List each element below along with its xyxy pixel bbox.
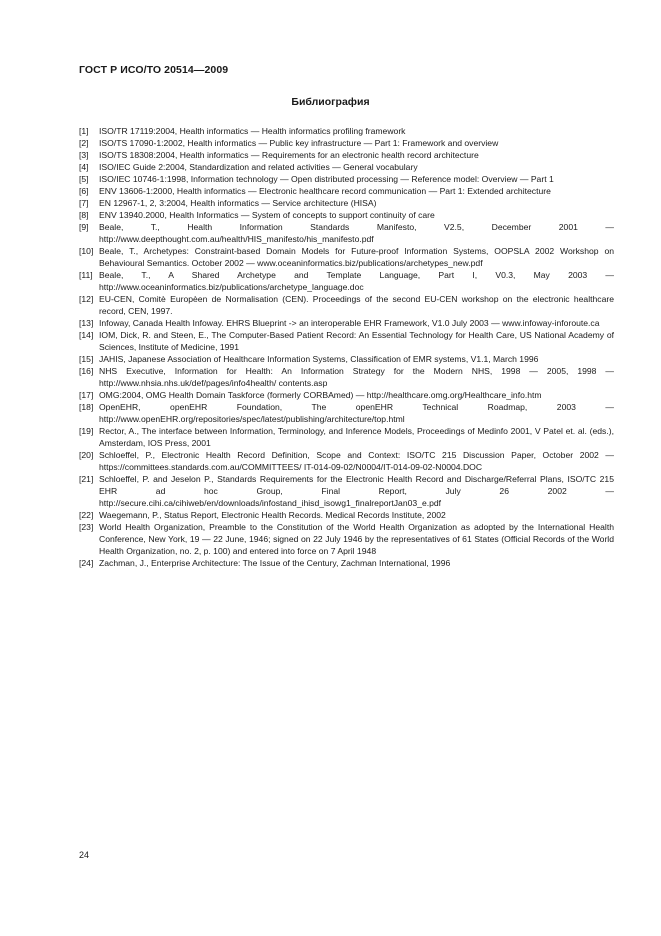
- reference-number: [1]: [79, 126, 89, 136]
- reference-entry: [79, 521, 614, 557]
- reference-entry: [79, 137, 614, 149]
- reference-text: ISO/TS 17090-1:2002, Health informatics — Public key infrastructure — Part 1: Framework and overview: [99, 138, 499, 148]
- reference-text: Rector, A., The interface between Information, Terminology, and Inference Models, Proceedings of Medinfo 2001, V Patel et. al. (eds.), Amsterdam, IOS Press, 2001: [99, 426, 614, 448]
- reference-number: [18]: [79, 402, 94, 412]
- reference-entry: [79, 557, 614, 569]
- reference-number: [17]: [79, 390, 94, 400]
- reference-text: ISO/IEC Guide 2:2004, Standardization and related activities — General vocabulary: [99, 162, 418, 172]
- reference-entry: [79, 317, 614, 329]
- reference-number: [22]: [79, 510, 94, 520]
- reference-number: [23]: [79, 522, 94, 532]
- reference-text: Waegemann, P., Status Report, Electronic Health Records. Medical Records Institute, 2002: [99, 510, 446, 520]
- reference-text: Schloeffel, P., Electronic Health Record Definition, Scope and Context: ISO/TC 215 Discussion Paper, October 2002 — https://committees.standards.com.au/COMMITTEES/ IT-014-09-02/N0004/IT-014-09-02-N0004.DOC: [99, 450, 614, 472]
- reference-entry: [79, 473, 614, 509]
- reference-entry: [79, 197, 614, 209]
- reference-text: Beale, T., A Shared Archetype and Template Language, Part I, V0.3, May 2003 — http://www.oceaninformatics.biz/publications/archetype_language.doc: [99, 270, 614, 292]
- reference-text: Schloeffel, P. and Jeselon P., Standards Requirements for the Electronic Health Record and Discharge/Referral Plans, ISO/TC 215 EHR ad hoc Group, Final Report, July 26 2002 — http://secure.cihi.ca/cihiweb/en/downloads/infostand_ihisd_isowg1_finalreportJan03_e.pdf: [99, 474, 614, 508]
- reference-entry: [79, 401, 614, 425]
- reference-text: NHS Executive, Information for Health: An Information Strategy for the Modern NHS, 1998 — 2005, 1998 — http://www.nhsia.nhs.uk/def/pages/info4health/ contents.asp: [99, 366, 614, 388]
- reference-text: World Health Organization, Preamble to the Constitution of the World Health Organization as adopted by the International Health Conference, New York, 19 — 22 June, 1946; signed on 22 July 1946 by the representatives of 61 States (Official Records of the World Health Organization, no. 2, p. 100) and entered into force on 7 April 1948: [99, 522, 614, 556]
- reference-text: OMG:2004, OMG Health Domain Taskforce (formerly CORBAmed) — http://healthcare.omg.org/Healthcare_info.htm: [99, 390, 542, 400]
- reference-text: EU-CEN, Comitè Europèen de Normalisation (CEN). Proceedings of the second EU-CEN workshop on the electronic healthcare record, CEN, 1997.: [99, 294, 614, 316]
- reference-number: [5]: [79, 174, 89, 184]
- reference-entry: [79, 293, 614, 317]
- reference-number: [7]: [79, 198, 89, 208]
- reference-number: [4]: [79, 162, 89, 172]
- reference-number: [13]: [79, 318, 94, 328]
- reference-text: ENV 13606-1:2000, Health informatics — Electronic healthcare record communication — Part 1: Extended architecture: [99, 186, 551, 196]
- reference-entry: [79, 269, 614, 293]
- reference-number: [15]: [79, 354, 94, 364]
- reference-entry: [79, 221, 614, 245]
- reference-number: [10]: [79, 246, 94, 256]
- reference-entry: [79, 245, 614, 269]
- reference-text: EN 12967-1, 2, 3:2004, Health informatics — Service architecture (HISA): [99, 198, 377, 208]
- reference-number: [11]: [79, 270, 93, 280]
- reference-entry: [79, 185, 614, 197]
- reference-entry: [79, 149, 614, 161]
- reference-entry: [79, 161, 614, 173]
- document-code-header: ГОСТ Р ИСО/ТО 20514—2009: [79, 64, 229, 76]
- reference-text: ISO/TR 17119:2004, Health informatics — Health informatics profiling framework: [99, 126, 406, 136]
- reference-number: [20]: [79, 450, 94, 460]
- reference-entry: [79, 125, 614, 137]
- reference-number: [16]: [79, 366, 94, 376]
- reference-number: [12]: [79, 294, 94, 304]
- reference-number: [9]: [79, 222, 89, 232]
- reference-number: [21]: [79, 474, 94, 484]
- reference-number: [3]: [79, 150, 89, 160]
- reference-text: Zachman, J., Enterprise Architecture: The Issue of the Century, Zachman International, 1996: [99, 558, 451, 568]
- reference-entry: [79, 329, 614, 353]
- reference-text: IOM, Dick, R. and Steen, E., The Computer-Based Patient Record: An Essential Technology for Health Care, US National Academy of Sciences, Institute of Medicine, 1991: [99, 330, 614, 352]
- reference-number: [8]: [79, 210, 89, 220]
- reference-text: OpenEHR, openEHR Foundation, The openEHR Technical Roadmap, 2003 — http://www.openEHR.org/repositories/spec/latest/publishing/architecture/top.html: [99, 402, 614, 424]
- reference-entry: [79, 365, 614, 389]
- reference-text: Beale, T., Health Information Standards Manifesto, V2.5, December 2001 — http://www.deepthought.com.au/health/HIS_manifesto/his_manifesto.pdf: [99, 222, 614, 244]
- reference-list: [79, 125, 614, 569]
- reference-text: ISO/IEC 10746-1:1998, Information technology — Open distributed processing — Reference model: Overview — Part 1: [99, 174, 554, 184]
- reference-text: ISO/TS 18308:2004, Health informatics — Requirements for an electronic health record architecture: [99, 150, 479, 160]
- reference-number: [2]: [79, 138, 89, 148]
- reference-entry: [79, 449, 614, 473]
- reference-text: Infoway, Canada Health Infoway. EHRS Blueprint -> an interoperable EHR Framework, V1.0 July 2003 — www.infoway-inforoute.ca: [99, 318, 600, 328]
- reference-entry: [79, 509, 614, 521]
- reference-number: [14]: [79, 330, 94, 340]
- bibliography-title: Библиография: [291, 96, 370, 108]
- reference-entry: [79, 389, 614, 401]
- reference-entry: [79, 173, 614, 185]
- reference-entry: [79, 209, 614, 221]
- reference-text: JAHIS, Japanese Association of Healthcare Information Systems, Classification of EMR systems, V1.1, March 1996: [99, 354, 539, 364]
- reference-text: Beale, T., Archetypes: Constraint-based Domain Models for Future-proof Information Systems, OOPSLA 2002 Workshop on Behavioural Semantics. October 2002 — www.oceaninformatics.biz/publications/archetypes_new.pdf: [99, 246, 614, 268]
- reference-entry: [79, 425, 614, 449]
- reference-text: ENV 13940.2000, Health Informatics — System of concepts to support continuity of care: [99, 210, 435, 220]
- reference-number: [19]: [79, 426, 94, 436]
- reference-number: [24]: [79, 558, 94, 568]
- reference-entry: [79, 353, 614, 365]
- page-number: 24: [79, 850, 90, 860]
- reference-number: [6]: [79, 186, 89, 196]
